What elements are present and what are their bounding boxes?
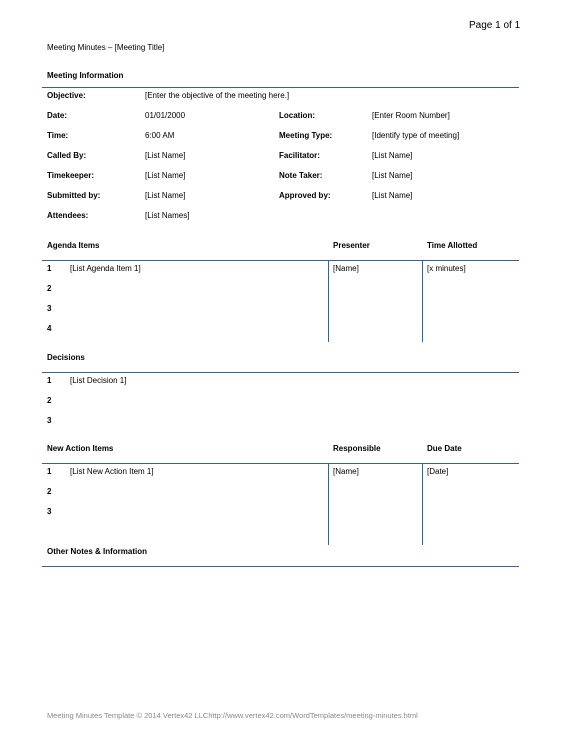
section-divider — [42, 566, 519, 567]
section-divider — [42, 372, 519, 373]
document-title: Meeting Minutes – [Meeting Title] — [47, 43, 165, 52]
agenda-time[interactable]: [x minutes] — [427, 264, 466, 273]
column-divider — [328, 260, 329, 342]
agenda-row-number: 3 — [47, 304, 52, 313]
attendees-label: Attendees: — [47, 211, 89, 220]
actions-due-header: Due Date — [427, 444, 462, 453]
meeting-info-heading: Meeting Information — [47, 71, 124, 80]
facilitator-value[interactable]: [List Name] — [372, 151, 413, 160]
agenda-time-header: Time Allotted — [427, 241, 478, 250]
note-taker-value[interactable]: [List Name] — [372, 171, 413, 180]
actions-responsible-header: Responsible — [333, 444, 381, 453]
called-by-label: Called By: — [47, 151, 87, 160]
meeting-type-value[interactable]: [Identify type of meeting] — [372, 131, 460, 140]
action-responsible[interactable]: [Name] — [333, 467, 359, 476]
approved-by-value[interactable]: [List Name] — [372, 191, 413, 200]
agenda-item[interactable]: [List Agenda Item 1] — [70, 264, 141, 273]
action-item[interactable]: [List New Action Item 1] — [70, 467, 154, 476]
note-taker-label: Note Taker: — [279, 171, 323, 180]
timekeeper-value[interactable]: [List Name] — [145, 171, 186, 180]
column-divider — [422, 260, 423, 342]
agenda-row-number: 2 — [47, 284, 52, 293]
notes-heading: Other Notes & Information — [47, 547, 148, 556]
agenda-presenter-header: Presenter — [333, 241, 370, 250]
meeting-type-label: Meeting Type: — [279, 131, 333, 140]
action-row-number: 1 — [47, 467, 52, 476]
action-row-number: 3 — [47, 507, 52, 516]
date-value[interactable]: 01/01/2000 — [145, 111, 186, 120]
agenda-presenter[interactable]: [Name] — [333, 264, 359, 273]
decision-item[interactable]: [List Decision 1] — [70, 376, 127, 385]
attendees-value[interactable]: [List Names] — [145, 211, 190, 220]
column-divider — [422, 463, 423, 545]
location-label: Location: — [279, 111, 315, 120]
date-label: Date: — [47, 111, 68, 120]
called-by-value[interactable]: [List Name] — [145, 151, 186, 160]
decision-row-number: 3 — [47, 416, 52, 425]
agenda-heading: Agenda Items — [47, 241, 100, 250]
page-number: Page 1 of 1 — [469, 20, 521, 31]
facilitator-label: Facilitator: — [279, 151, 320, 160]
timekeeper-label: Timekeeper: — [47, 171, 94, 180]
submitted-by-value[interactable]: [List Name] — [145, 191, 186, 200]
section-divider — [42, 463, 519, 464]
agenda-row-number: 1 — [47, 264, 52, 273]
objective-value[interactable]: [Enter the objective of the meeting here.] — [145, 91, 290, 100]
time-label: Time: — [47, 131, 69, 140]
agenda-row-number: 4 — [47, 324, 52, 333]
section-divider — [42, 260, 519, 261]
submitted-by-label: Submitted by: — [47, 191, 101, 200]
decisions-heading: Decisions — [47, 353, 85, 362]
location-value[interactable]: [Enter Room Number] — [372, 111, 450, 120]
objective-label: Objective: — [47, 91, 86, 100]
approved-by-label: Approved by: — [279, 191, 331, 200]
decision-row-number: 1 — [47, 376, 52, 385]
action-row-number: 2 — [47, 487, 52, 496]
footer-text: Meeting Minutes Template © 2014 Vertex42 LLChttp://www.vertex42.com/WordTemplates/meeting-minutes.html — [47, 711, 418, 720]
decision-row-number: 2 — [47, 396, 52, 405]
column-divider — [328, 463, 329, 545]
time-value[interactable]: 6:00 AM — [145, 131, 175, 140]
section-divider — [42, 87, 519, 88]
action-due-date[interactable]: [Date] — [427, 467, 449, 476]
actions-heading: New Action Items — [47, 444, 114, 453]
